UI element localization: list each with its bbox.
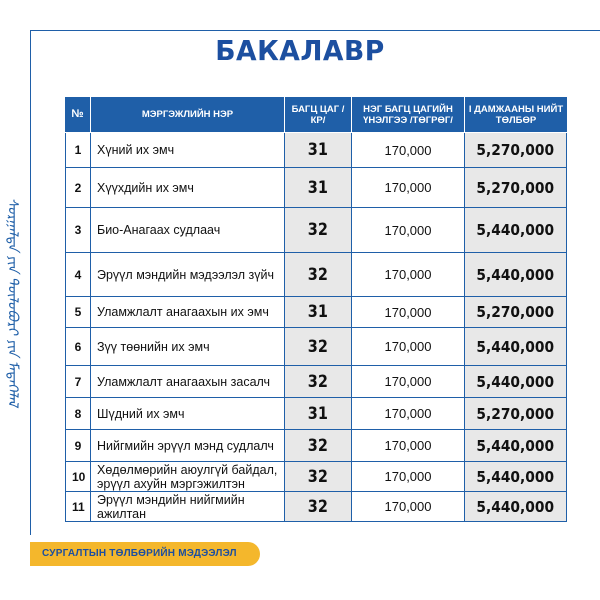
total-fee-value: 5,440,000 [476,497,555,516]
row-number: 5 [65,297,91,328]
row-number: 4 [65,253,91,297]
page-title: БАКАЛАВР [215,34,385,67]
row-number: 8 [65,398,91,430]
tuition-table [65,97,567,522]
header-program-name: МЭРГЭЖЛИЙН НЭР [91,97,285,133]
credits-value: 31 [307,140,329,160]
mongolian-script-side-text [3,92,27,512]
table-row [65,430,567,462]
credits-value: 32 [307,371,329,392]
header-number: № [65,97,91,133]
program-name: Хүүхдийн их эмч [91,168,285,208]
credit-fee-value: 170,000 [352,366,465,398]
program-name: Эрүүл мэндийн нийгмийн ажилтан [91,492,285,522]
credits-value: 32 [307,435,329,456]
table-row [65,168,567,208]
program-name: Нийгмийн эрүүл мэнд судлалч [91,430,285,462]
program-name: Хөдөлмөрийн аюулгүй байдал, эрүүл ахуйн мэргэжилтэн [91,462,285,492]
table-row [65,297,567,328]
header-total-fee: I ДАМЖААНЫ НИЙТ ТӨЛБӨР [465,97,567,133]
program-name: Био-Анагаах судлаач [91,208,285,253]
total-fee-value: 5,440,000 [476,337,555,356]
total-fee-value: 5,440,000 [476,221,555,239]
total-fee-value: 5,270,000 [476,404,555,423]
credit-fee-value: 170,000 [352,462,465,492]
row-number: 2 [65,168,91,208]
table-row [65,208,567,253]
credits-value: 32 [307,336,329,357]
row-number: 3 [65,208,91,253]
table-row [65,366,567,398]
credit-fee-value: 170,000 [352,133,465,168]
credits-value: 31 [307,403,329,424]
credits-value: 31 [307,177,329,198]
table-header-row [65,97,567,133]
mongolian-script-text: ᠰᠤᠷᠭᠠᠯᠲᠠ ᠶᠢᠨ ᠲᠥᠯᠥᠪᠦᠷᠢ ᠶᠢᠨ ᠮᠡᠳᠡᠭᠡᠯᠡᠯ [4,197,20,407]
table-row [65,462,567,492]
credits-value: 31 [307,302,329,322]
footer-label: СУРГАЛТЫН ТӨЛБӨРИЙН МЭДЭЭЛЭЛ [42,548,237,559]
credit-fee-value: 170,000 [352,328,465,366]
row-number: 10 [65,462,91,492]
total-fee-value: 5,270,000 [476,141,555,159]
row-number: 9 [65,430,91,462]
table-row [65,492,567,522]
total-fee-value: 5,270,000 [476,303,555,321]
program-name: Шүдний их эмч [91,398,285,430]
credits-value: 32 [307,496,329,517]
total-fee-value: 5,440,000 [476,372,555,391]
credits-value: 32 [307,466,329,487]
table-row [65,328,567,366]
table-row [65,398,567,430]
credit-fee-value: 170,000 [352,430,465,462]
credits-value: 32 [307,264,329,285]
credit-fee-value: 170,000 [352,297,465,328]
credit-fee-value: 170,000 [352,253,465,297]
row-number: 11 [65,492,91,522]
table-row [65,253,567,297]
credit-fee-value: 170,000 [352,168,465,208]
row-number: 7 [65,366,91,398]
row-number: 6 [65,328,91,366]
header-credits: БАГЦ ЦАГ /КР/ [285,97,352,133]
total-fee-value: 5,270,000 [476,178,555,197]
credit-fee-value: 170,000 [352,492,465,522]
program-name: Зүү төөнийн их эмч [91,328,285,366]
table-row [65,133,567,168]
program-name: Эрүүл мэндийн мэдээлэл зүйч [91,253,285,297]
credit-fee-value: 170,000 [352,208,465,253]
credits-value: 32 [307,220,329,240]
header-credit-fee: НЭГ БАГЦ ЦАГИЙН ҮНЭЛГЭЭ /ТӨГРӨГ/ [352,97,465,133]
total-fee-value: 5,440,000 [476,265,555,284]
program-name: Уламжлалт анагаахын засалч [91,366,285,398]
frame-left-line [30,30,31,535]
frame-top-line [30,30,600,31]
total-fee-value: 5,440,000 [476,467,555,486]
program-name: Хүний их эмч [91,133,285,168]
total-fee-value: 5,440,000 [476,436,555,455]
credit-fee-value: 170,000 [352,398,465,430]
row-number: 1 [65,133,91,168]
program-name: Уламжлалт анагаахын их эмч [91,297,285,328]
